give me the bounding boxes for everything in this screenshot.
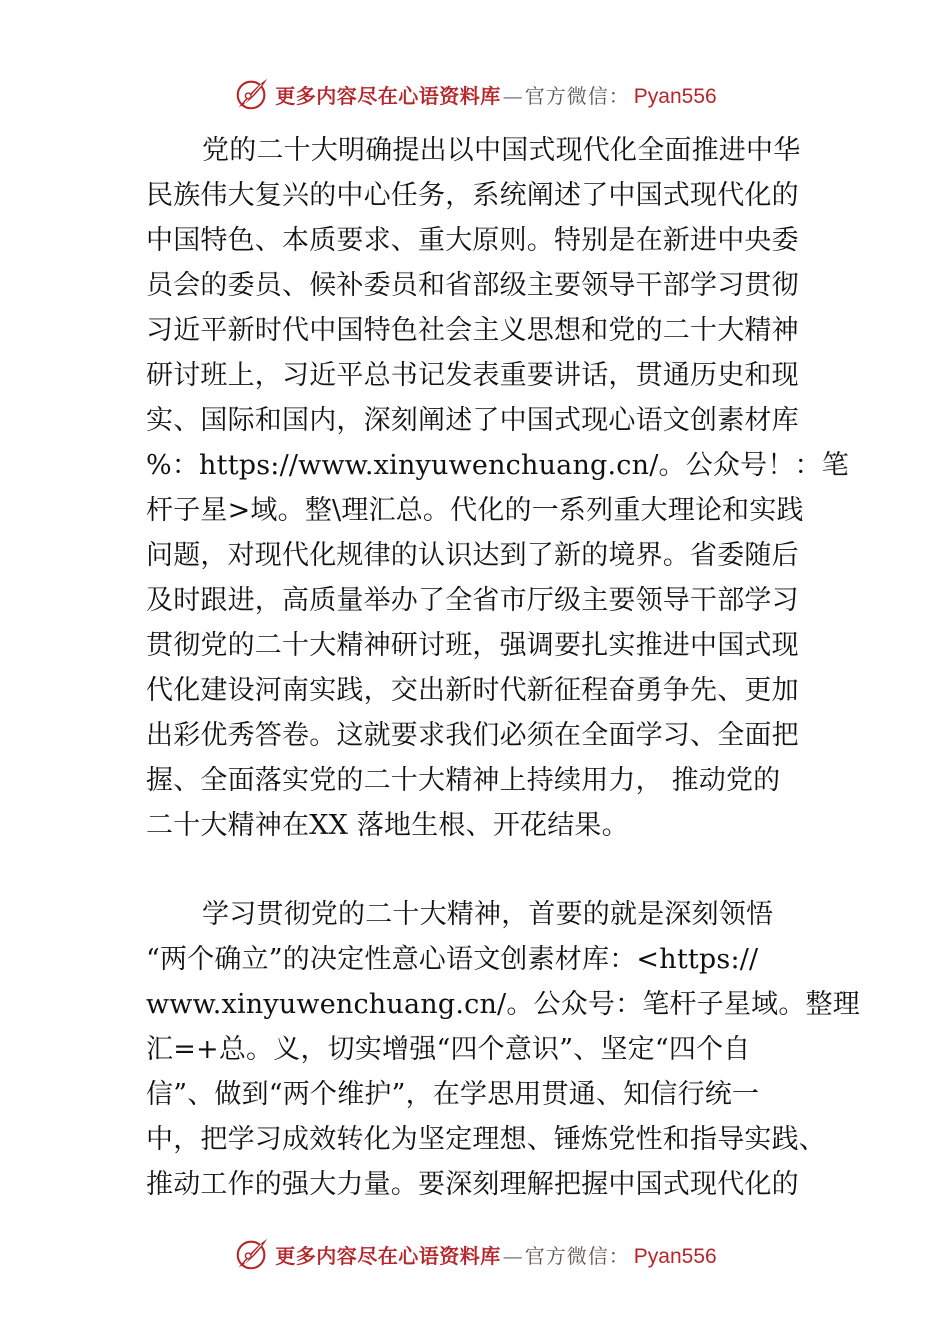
- text-line: 信”、做到“两个维护”，在学思用贯通、知信行统一: [146, 1079, 760, 1110]
- watermark-sub-text: 官方微信：: [524, 83, 630, 108]
- text-line: 员会的委员、候补委员和省部级主要领导干部学习贯彻: [146, 270, 799, 301]
- text-line: www.xinyuwenchuang.cn/。公众号：笔杆子星域。整理: [146, 989, 860, 1020]
- footer-watermark: [0, 1230, 950, 1278]
- text-line: 研讨班上，习近平总书记发表重要讲话，贯通历史和现: [146, 360, 799, 391]
- text-line: 及时跟进，高质量举办了全省市厅级主要领导干部学习: [146, 585, 799, 616]
- watermark-dash: —: [502, 1243, 523, 1268]
- watermark-dash: —: [502, 83, 523, 108]
- text-line: 贯彻党的二十大精神研讨班，强调要扎实推进中国式现: [146, 630, 799, 661]
- text-line: 出彩优秀答卷。这就要求我们必须在全面学习、全面把: [146, 720, 799, 751]
- text-line: 党的二十大明确提出以中国式现代化全面推进中华: [202, 135, 801, 166]
- watermark-main-text: 更多内容尽在心语资料库: [275, 1243, 501, 1268]
- watermark-sub-text: 官方微信：: [524, 1243, 630, 1268]
- text-line: 实、国际和国内，深刻阐述了中国式现心语文创素材库: [146, 405, 799, 436]
- header-watermark: [0, 70, 950, 118]
- text-line: 推动工作的强大力量。要深刻理解把握中国式现代化的: [146, 1169, 799, 1200]
- paragraph-gap: [146, 848, 806, 892]
- text-line: 民族伟大复兴的中心任务，系统阐述了中国式现代化的: [146, 180, 799, 211]
- text-line: 习近平新时代中国特色社会主义思想和党的二十大精神: [146, 315, 799, 346]
- text-line: 杆子星>域。整\理汇总。代化的一系列重大理论和实践: [146, 495, 804, 526]
- document-body: [146, 128, 860, 1207]
- quill-pen-logo-icon: [233, 1235, 271, 1273]
- text-line: 中，把学习成效转化为坚定理想、锤炼党性和指导实践、: [146, 1124, 826, 1155]
- paragraph-2: [146, 892, 860, 1207]
- quill-pen-logo-icon: [233, 75, 271, 113]
- text-line: %：https://www.xinyuwenchuang.cn/。公众号！：笔: [146, 450, 849, 481]
- text-line: “两个确立”的决定性意心语文创素材库：<https://: [146, 944, 759, 975]
- text-line: 汇=+总。义，切实增强“四个意识”、坚定“四个自: [146, 1034, 751, 1065]
- watermark-wechat-id: Pyan556: [633, 84, 717, 108]
- text-line: 中国特色、本质要求、重大原则。特别是在新进中央委: [146, 225, 799, 256]
- text-line: 二十大精神在XX 落地生根、开花结果。: [146, 810, 629, 841]
- watermark-main-text: 更多内容尽在心语资料库: [275, 83, 501, 108]
- text-line: 问题，对现代化规律的认识达到了新的境界。省委随后: [146, 540, 799, 571]
- text-line: 代化建设河南实践，交出新时代新征程奋勇争先、更加: [146, 675, 799, 706]
- text-line: 学习贯彻党的二十大精神，首要的就是深刻领悟: [202, 899, 774, 930]
- paragraph-1: [146, 128, 849, 848]
- text-line: 握、全面落实党的二十大精神上持续用力， 推动党的: [146, 765, 781, 796]
- watermark-wechat-id: Pyan556: [633, 1244, 717, 1268]
